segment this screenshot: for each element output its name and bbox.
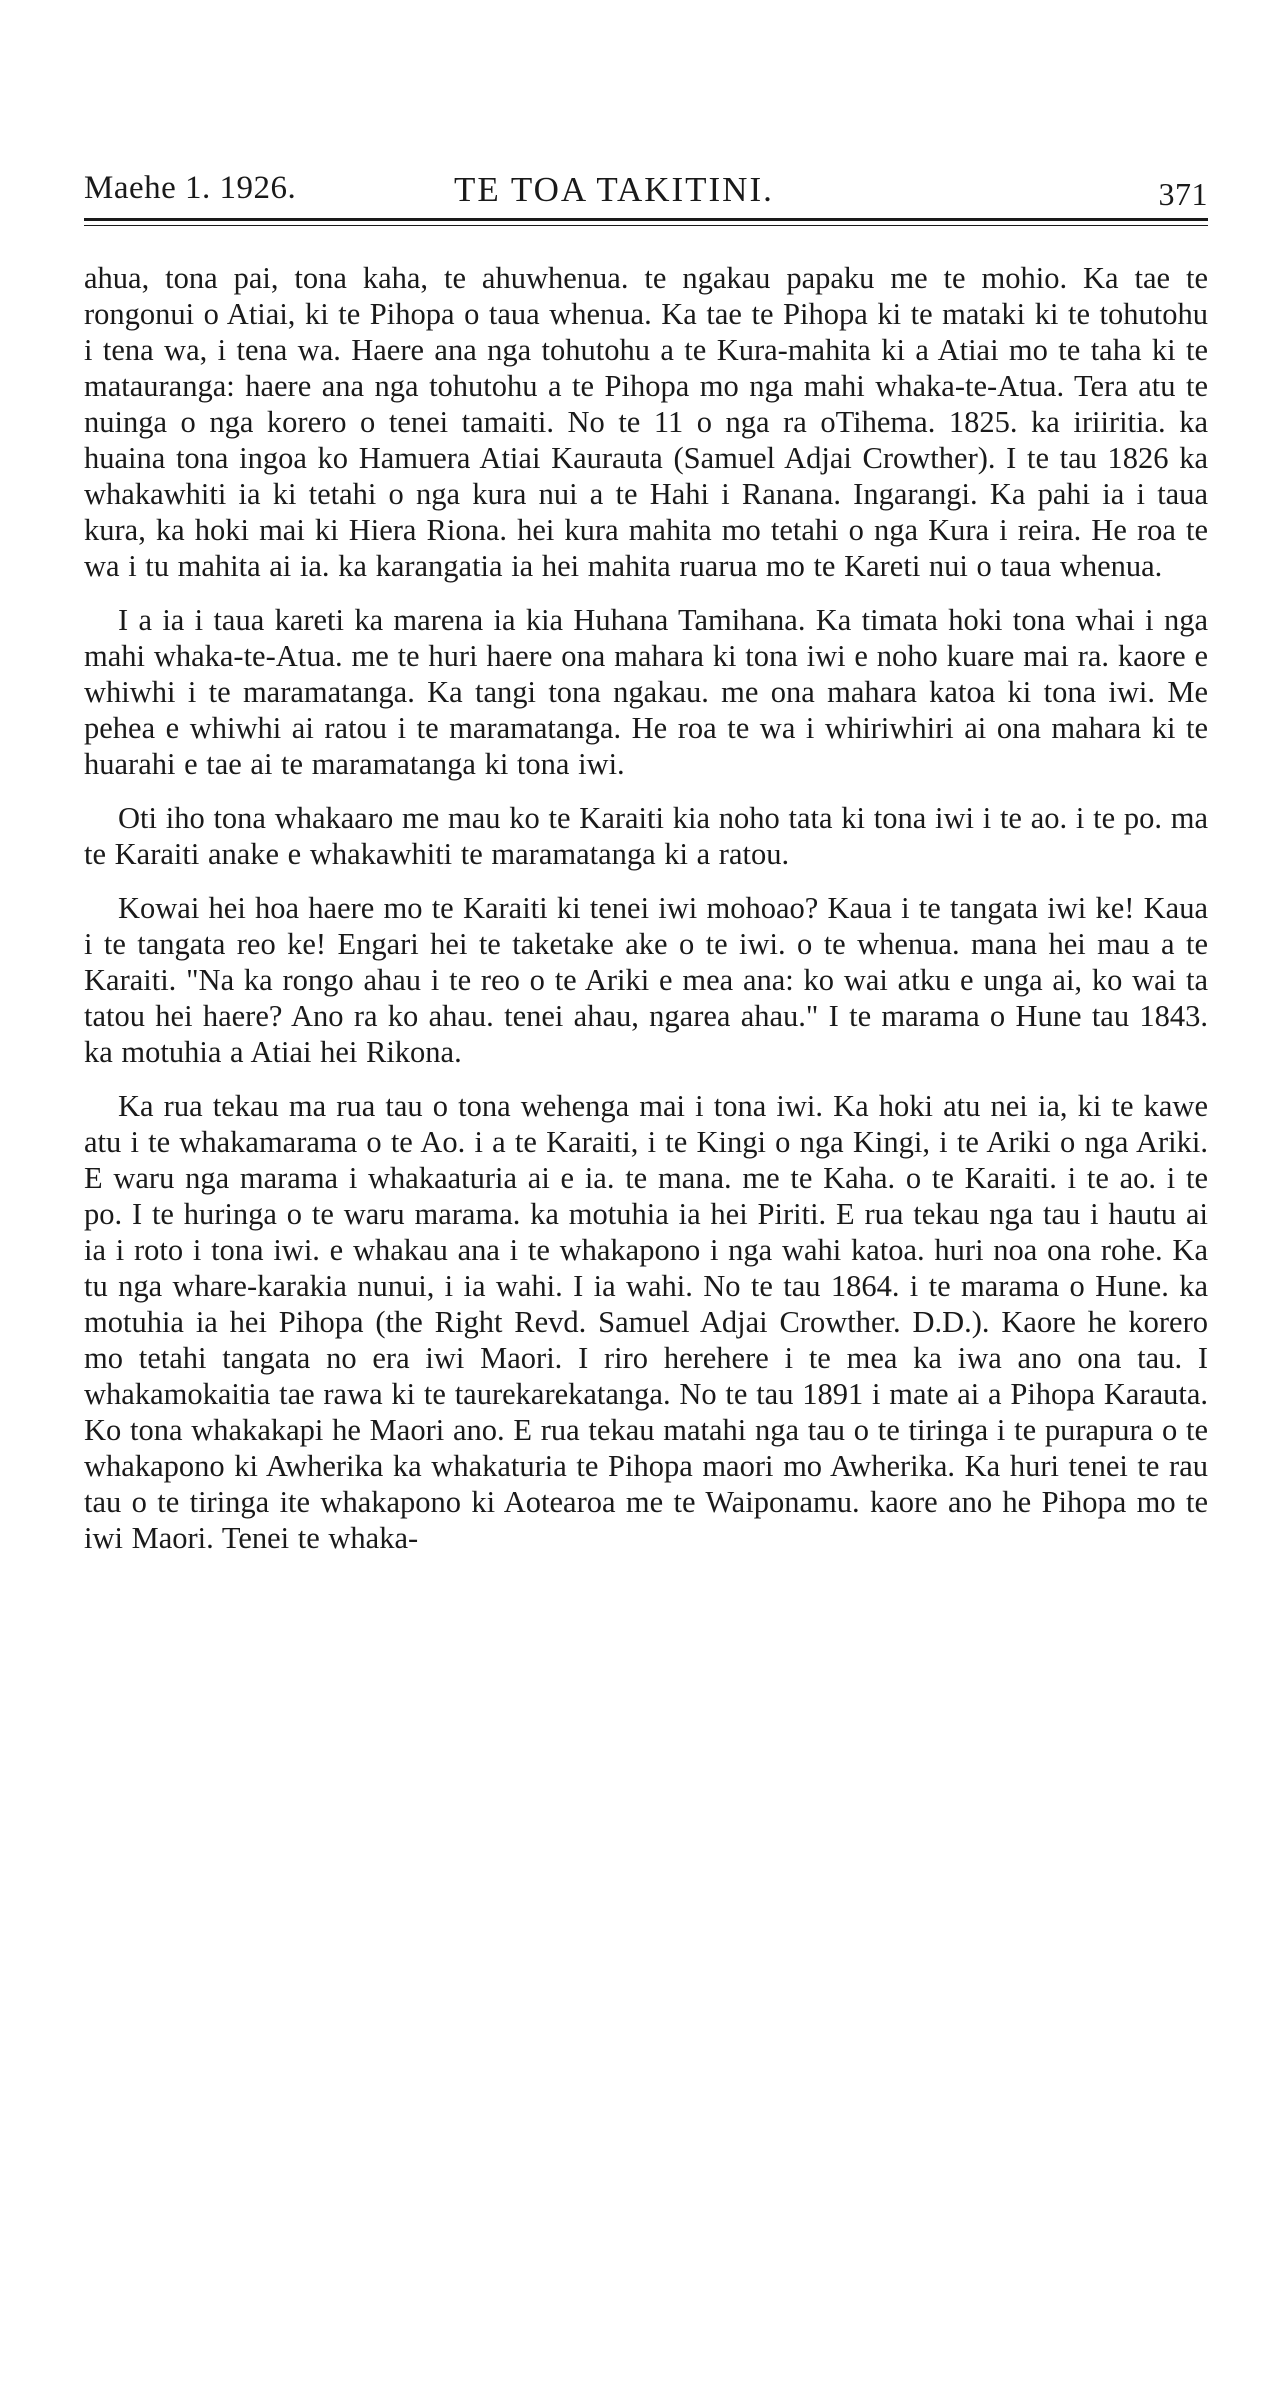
header-rule-thin [84,225,1208,226]
page [84,170,1208,1574]
paragraph: Kowai hei hoa haere mo te Karaiti ki tenei iwi mohoao? Kaua i te tangata iwi ke! Kaua i te tangata reo ke! Engari hei te taketake ake o te iwi. o te whenua. mana hei mau a te Karaiti. "Na ka rongo ahau i te reo o te Ariki e mea ana: ko wai atku e unga ai, ko wai ta tatou hei haere? Ano ra ko ahau. tenei ahau, ngarea ahau." I te marama o Hune tau 1843. ka motuhia a Atiai hei Rikona. [84,891,1208,1069]
header-date: Maehe 1. 1926. [84,170,297,206]
header-rule [84,218,1208,221]
paragraph: I a ia i taua kareti ka marena ia kia Huhana Tamihana. Ka timata hoki tona whai i nga mahi whaka-te-Atua. me te huri haere ona mahara ki tona iwi e noho kuare mai ra. kaore e whiwhi i te maramatanga. Ka tangi tona ngakau. me ona mahara katoa ki tona iwi. Me pehea e whiwhi ai ratou i te maramatanga. He roa te wa i whiriwhiri ai ona mahara ki te huarahi e tae ai te maramatanga ki tona iwi. [84,603,1208,781]
page-number: 371 [1158,176,1208,212]
running-head [84,170,1208,216]
paragraph: Oti iho tona whakaaro me mau ko te Karaiti kia noho tata ki tona iwi i te ao. i te po. ma te Karaiti anake e whakawhiti te maramatanga ki a ratou. [84,801,1208,871]
article-body [84,260,1208,1556]
paragraph: Ka rua tekau ma rua tau o tona wehenga mai i tona iwi. Ka hoki atu nei ia, ki te kawe atu i te whakamarama o te Ao. i a te Karaiti, i te Kingi o nga Kingi, i te Ariki o nga Ariki. E waru nga marama i whakaaturia ai e ia. te mana. me te Kaha. o te Karaiti. i te ao. i te po. I te huringa o te waru marama. ka motuhia ia hei Piriti. E rua tekau nga tau i hautu ai ia i roto i tona iwi. e whakau ana i te whakapono i nga wahi katoa. huri noa ona rohe. Ka tu nga whare-karakia nunui, i ia wahi. I ia wahi. No te tau 1864. i te marama o Hune. ka motuhia ia hei Pihopa (the Right Revd. Samuel Adjai Crowther. D.D.). Kaore he korero mo tetahi tangata no era iwi Maori. I riro herehere i te mea ka iwa ano ona tau. I whakamokaitia tae rawa ki te taurekarekatanga. No te tau 1891 i mate ai a Pihopa Karauta. Ko tona whakakapi he Maori ano. E rua tekau matahi nga tau o te tiringa i te purapura o te whakapono ki Awherika ka whakaturia te Pihopa maori mo Awherika. Ka huri tenei te rau tau o te tiringa ite whakapono ki Aotearoa me te Waiponamu. kaore ano he Pihopa mo te iwi Maori. Tenei te whaka- [84,1089,1208,1555]
paragraph: ahua, tona pai, tona kaha, te ahuwhenua. te ngakau papaku me te mohio. Ka tae te rongonui o Atiai, ki te Pihopa o taua whenua. Ka tae te Pihopa ki te mataki ki te tohutohu i tena wa, i tena wa. Haere ana nga tohutohu a te Kura-mahita ki a Atiai mo te taha ki te matauranga: haere ana nga tohutohu a te Pihopa mo nga mahi whaka-te-Atua. Tera atu te nuinga o nga korero o tenei tamaiti. No te 11 o nga ra oTihema. 1825. ka iriiritia. ka huaina tona ingoa ko Hamuera Atiai Kaurauta (Samuel Adjai Crowther). I te tau 1826 ka whakawhiti ia ki tetahi o nga kura nui a te Hahi i Ranana. Ingarangi. Ka pahi ia i taua kura, ka hoki mai ki Hiera Riona. hei kura mahita mo tetahi o nga Kura i reira. He roa te wa i tu mahita ai ia. ka karangatia ia hei mahita ruarua mo te Kareti nui o taua whenua. [84,261,1208,583]
header-title: TE TOA TAKITINI. [454,170,774,209]
